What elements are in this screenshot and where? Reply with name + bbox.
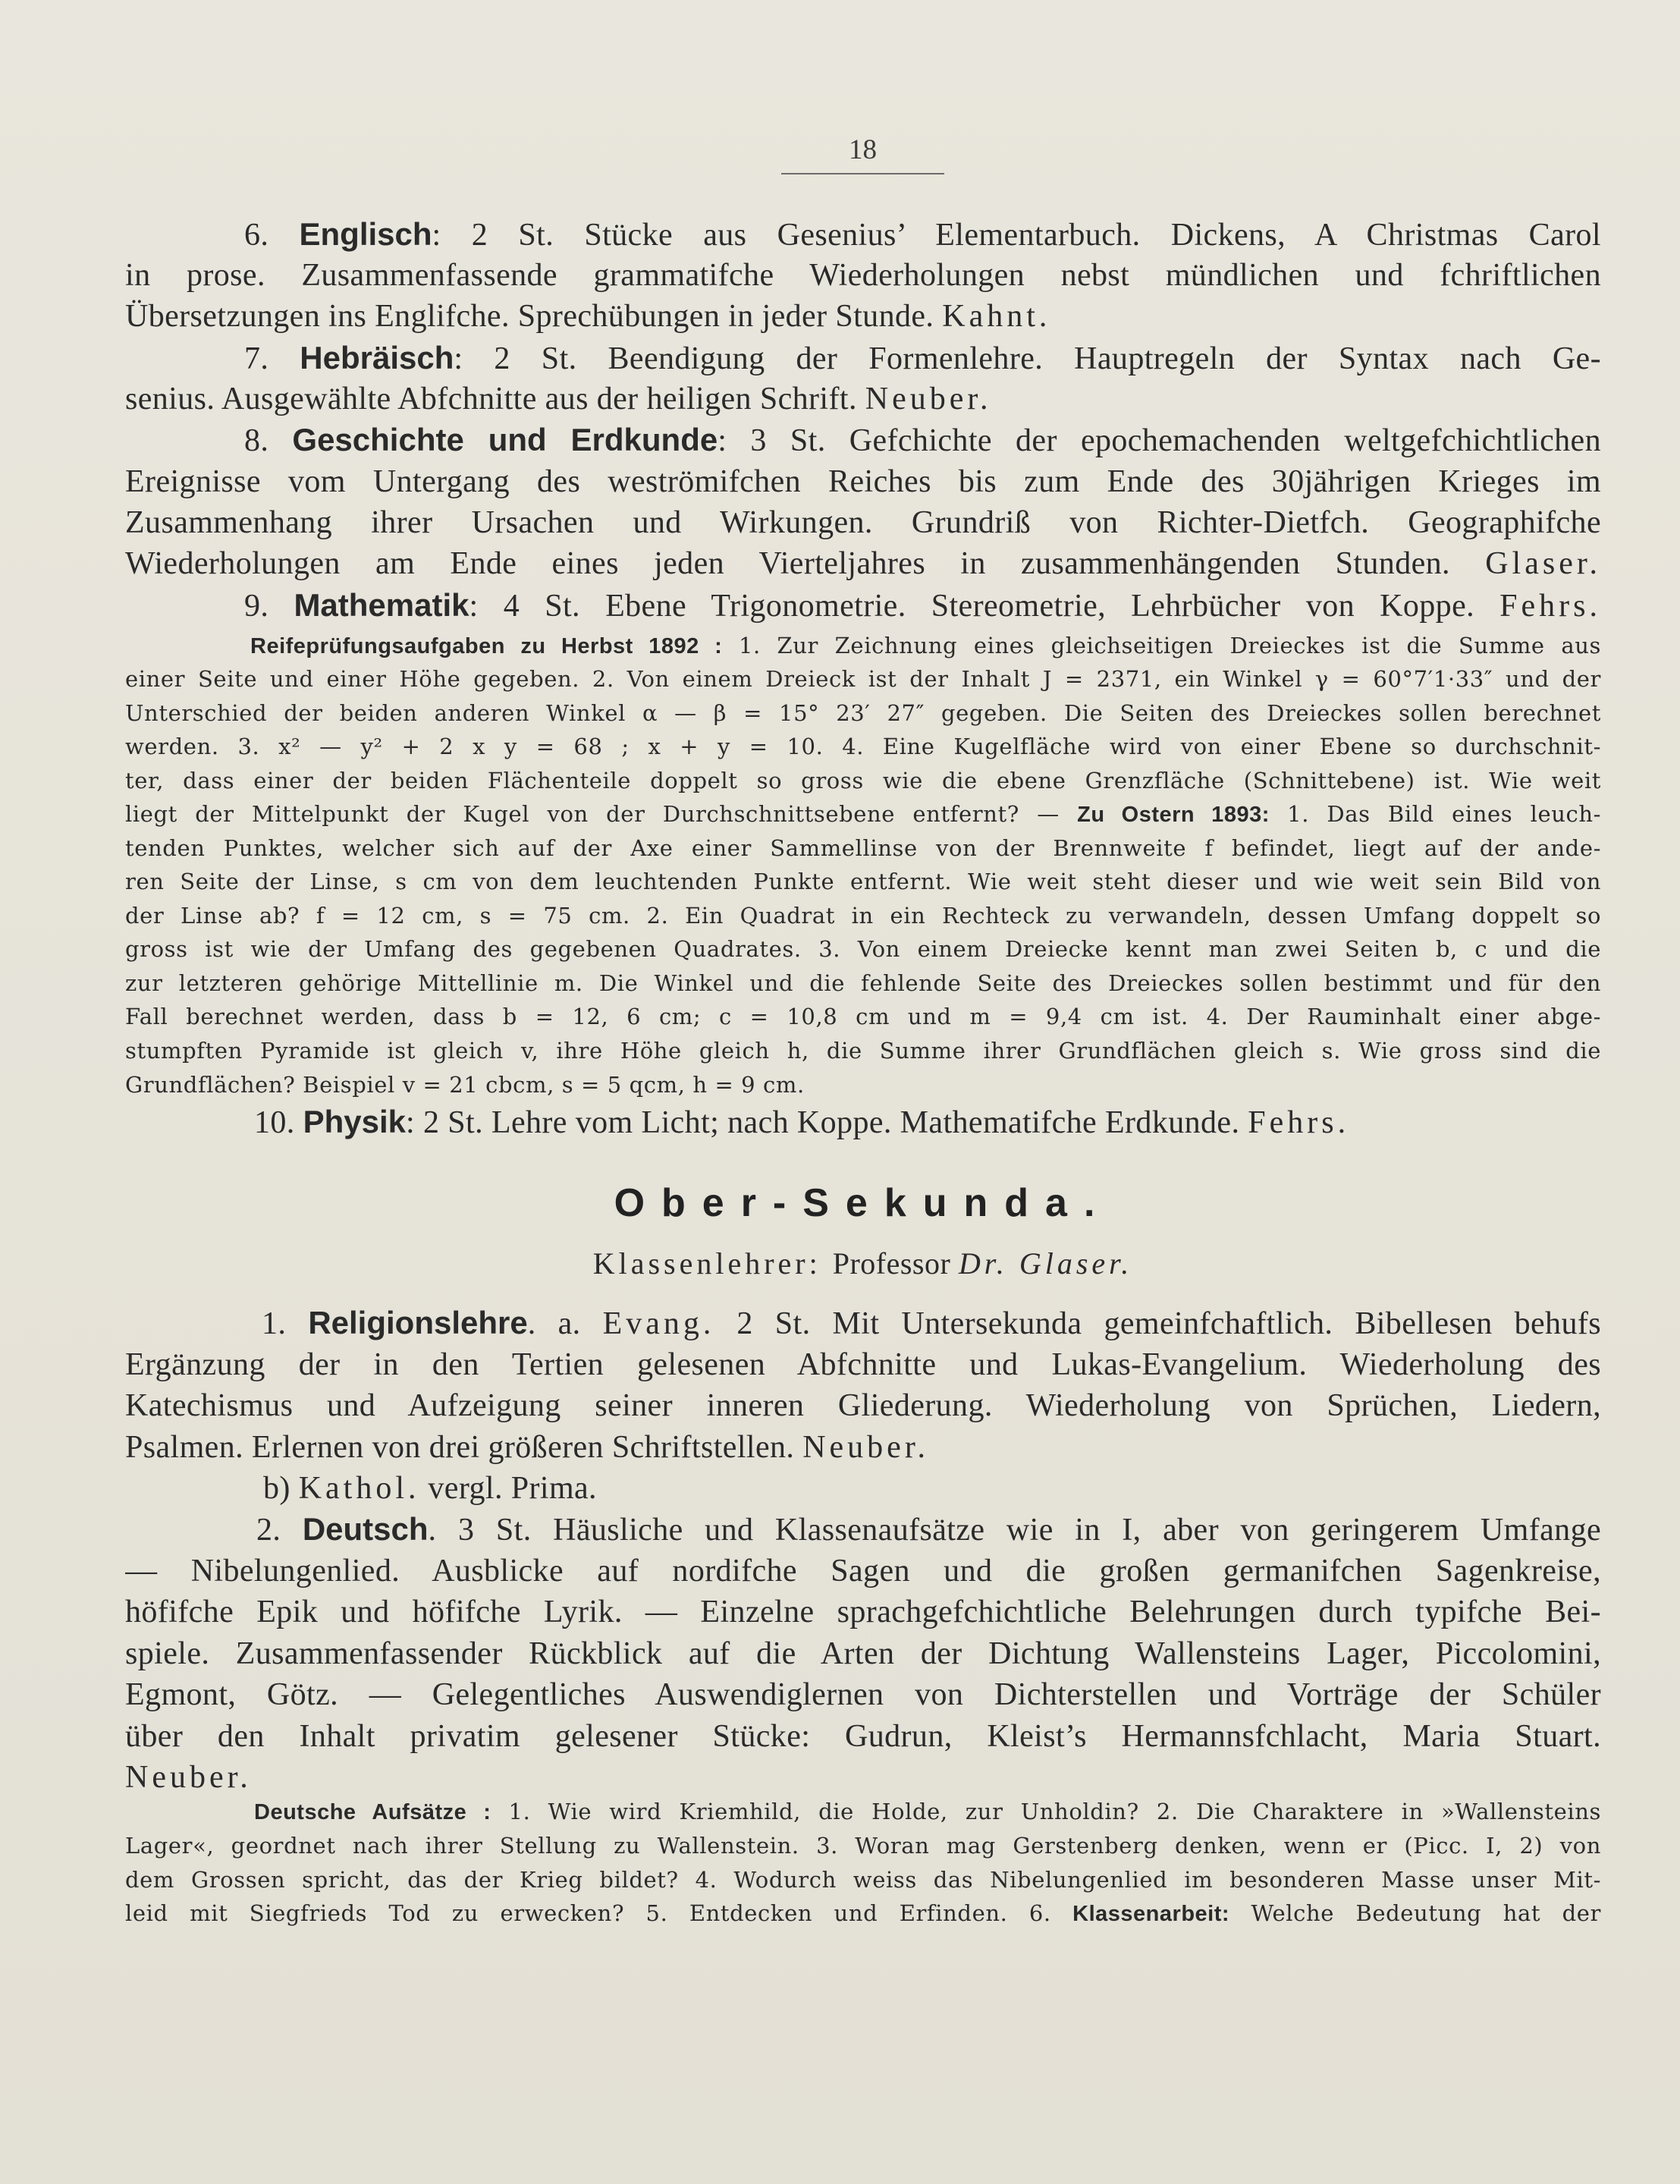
teacher-fehrs-physik: Fehrs. [1248,1105,1350,1140]
geschichte-line-2: Ereignisse vom Untergang des weströmifchen Reiches bis zum Ende des 30jährigen Krieges im [125,464,1601,499]
aufsaetze-line-4: leid mit Siegfrieds Tod zu erwecken? 5. Entdecken und Erfinden. 6. Klassenarbeit: Welche Bedeutung hat der [125,1900,1601,1926]
geschichte-line-1: 8. Geschichte und Erdkunde: 3 St. Gefchichte der epochemachenden weltgefchichtlichen [244,422,1601,458]
religion-line-3: Katechismus und Aufzeigung seiner inneren Gliederung. Wiederholung von Sprüchen, Liedern, [125,1388,1601,1423]
page-number-rule [781,173,944,174]
deutsch-line-6: über den Inhalt privatim gelesener Stücke: Gudrun, Kleist’s Hermannsfchlacht, Maria Stuart. [125,1719,1601,1754]
reife-line-10: gross ist wie der Umfang des gegebenen Quadrates. 3. Von einem Dreiecke kennt man zwei Seiten b, c und die [125,936,1601,962]
teacher-neuber-deutsch: Neuber. [125,1760,252,1795]
reife-line-7: tenden Punktes, welcher sich auf der Axe einer Sammellinse von der Brennweite f befindet, liegt auf der ande- [125,835,1601,861]
englisch-line-2: in prose. Zusammenfassende grammatifche Wiederholungen nebst mündlichen und fchriftlichen [125,258,1601,293]
englisch-line-1: 6. Englisch: 2 St. Stücke aus Gesenius’ Elementarbuch. Dickens, A Christmas Carol [244,216,1601,253]
subject-deutsch: Deutsch [302,1511,429,1547]
section-title-obersekunda: Ober-Sekunda. [614,1181,1112,1225]
hebraeisch-line-2: senius. Ausgewählte Abfchnitte aus der heiligen Schrift. Neuber. [125,382,992,416]
deutsch-line-7 [125,1757,1601,1798]
subject-hebraeisch: Hebräisch [300,340,454,376]
aufsaetze-label: Deutsche Aufsätze : [254,1800,491,1824]
deutsch-line-4: spiele. Zusammenfassender Rückblick auf die Arten der Dichtung Wallensteins Lager, Piccolomini, [125,1636,1601,1671]
class-teacher-label: Klassenlehrer: [592,1246,833,1281]
religion-line-4: Psalmen. Erlernen von drei größeren Schriftstellen. Neuber. [125,1430,929,1465]
reife-line-8: ren Seite der Linse, s cm von dem leuchtenden Punkte entfernt. Wie weit steht dieser und wie weit sein Bild von [125,869,1601,894]
religion-line-2: Ergänzung der in den Tertien gelesenen Abfchnitte und Lukas-Evangelium. Wiederholung des [125,1347,1601,1382]
reifepruefung-label: Reifeprüfungsaufgaben zu Herbst 1892 : [250,634,723,658]
hebraeisch-line-1: 7. Hebräisch: 2 St. Beendigung der Formenlehre. Hauptregeln der Syntax nach Ge- [244,340,1601,376]
subject-physik: Physik [303,1104,407,1139]
subject-religionslehre: Religionslehre [308,1305,528,1340]
mathematik-line-1: 9. Mathematik: 4 St. Ebene Trigonometrie. Stereometrie, Lehrbücher von Koppe. Fehrs. [244,587,1601,624]
subject-englisch: Englisch [299,216,432,252]
aufsaetze-line-3: dem Grossen spricht, das der Krieg bildet? 4. Wodurch weiss das Nibelungenlied im besonderen Masse unser Mit- [125,1867,1601,1893]
religion-line-1: 1. Religionslehre. a. Evang. 2 St. Mit Untersekunda gemeinfchaftlich. Bibellesen behufs [262,1305,1601,1341]
physik-line-1: 10. Physik: 2 St. Lehre vom Licht; nach Koppe. Mathematifche Erdkunde. Fehrs. [254,1104,1350,1140]
reife-line-5: ter, dass einer der beiden Flächenteile doppelt so gross wie die ebene Grenzfläche (Schnittebene) ist. Wie weit [125,768,1601,793]
class-teacher-name: Dr. Glaser. [958,1246,1133,1281]
teacher-glaser: Glaser. [1485,546,1601,581]
deutsch-line-5: Egmont, Götz. — Gelegentliches Auswendiglernen von Dichterstellen und Vorträge der Schüler [125,1677,1601,1712]
deutsch-line-2: — Nibelungenlied. Ausblicke auf nordifche Sagen und die großen germanifchen Sagenkreise, [125,1554,1601,1589]
aufsaetze-line-1: Deutsche Aufsätze : 1. Wie wird Kriemhild, die Holde, zur Unholdin? 2. Die Charaktere in »Wallensteins [254,1799,1601,1824]
reife-line-3: Unterschied der beiden anderen Winkel α — β = 15° 23′ 27″ gegeben. Die Seiten des Dreieckes sollen berechnet [125,700,1601,726]
klassenarbeit-label: Klassenarbeit: [1072,1902,1230,1926]
reife-line-9: der Linse ab? f = 12 cm, s = 75 cm. 2. Ein Quadrat in ein Rechteck zu verwandeln, dessen Umfang doppelt so [125,903,1601,929]
class-teacher-line: Klassenlehrer: Professor Dr. Glaser. [592,1246,1133,1281]
reife-line-2: einer Seite und einer Höhe gegeben. 2. Von einem Dreieck ist der Inhalt J = 2371, ein Winkel γ = 60°7′1·33″ und der [125,666,1601,692]
reife-line-13: stumpften Pyramide ist gleich v, ihre Höhe gleich h, die Summe ihrer Grundflächen gleich s. Wie gross sind die [125,1038,1601,1064]
reife-line-11: zur letzteren gehörige Mittellinie m. Die Winkel und die fehlende Seite des Dreieckes sollen bestimmt und für den [125,970,1601,996]
teacher-neuber-religion: Neuber. [802,1430,929,1465]
reife-line-12: Fall berechnet werden, dass b = 12, 6 cm; c = 10,8 cm und m = 9,4 cm ist. 4. Der Rauminhalt einer abge- [125,1004,1601,1029]
aufsaetze-line-2: Lager«, geordnet nach ihrer Stellung zu Wallenstein. 3. Woran mag Gerstenberg denken, wenn er (Picc. I, 2) von [125,1833,1601,1859]
teacher-fehrs: Fehrs. [1499,589,1601,624]
subject-mathematik: Mathematik [294,587,469,623]
subject-geschichte: Geschichte und Erdkunde [292,422,718,457]
englisch-line-3: Übersetzungen ins Englifche. Sprechübungen in jeder Stunde. Kahnt. [125,299,1051,334]
ostern-label: Zu Ostern 1893: [1077,803,1270,827]
reife-line-14: Grundflächen? Beispiel v = 21 cbcm, s = 5 qcm, h = 9 cm. [125,1072,805,1098]
deutsch-line-1: 2. Deutsch. 3 St. Häusliche und Klassenaufsätze wie in I, aber von geringerem Umfange [256,1511,1601,1548]
teacher-kahnt: Kahnt. [942,299,1051,334]
reife-line-4: werden. 3. x² — y² + 2 x y = 68 ; x + y = 10. 4. Eine Kugelfläche wird von einer Ebene so durchschnit- [125,734,1601,759]
reife-line-6: liegt der Mittelpunkt der Kugel von der Durchschnittsebene entfernt? — Zu Ostern 1893: 1. Das Bild eines leuch- [125,801,1601,827]
religion-line-5: b) Kathol. vergl. Prima. [263,1471,597,1506]
page-number: 18 [849,134,877,165]
geschichte-line-4: Wiederholungen am Ende eines jeden Vierteljahres in zusammenhängenden Stunden. Glaser. [125,546,1601,581]
reife-line-1: Reifeprüfungsaufgaben zu Herbst 1892 : 1. Zur Zeichnung eines gleichseitigen Dreieckes ist die Summe aus [250,633,1601,658]
deutsch-line-3: höfifche Epik und höfifche Lyrik. — Einzelne sprachgefchichtliche Belehrungen durch typifche Bei- [125,1595,1601,1629]
geschichte-line-3: Zusammenhang ihrer Ursachen und Wirkungen. Grundriß von Richter-Dietfch. Geographifche [125,505,1601,540]
teacher-neuber: Neuber. [865,382,992,416]
